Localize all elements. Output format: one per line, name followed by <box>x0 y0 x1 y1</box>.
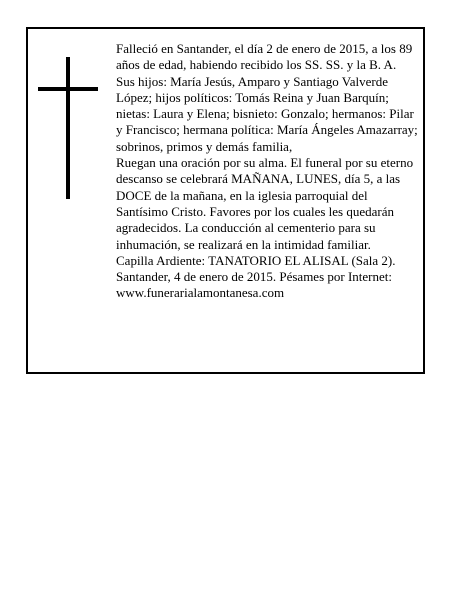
notice-text <box>116 41 422 302</box>
funeral-details: Ruegan una oración por su alma. El funeral por su eterno descanso se celebrará MAÑANA, LUNES, día 5, a las DOCE de la mañana, en la iglesia parroquial del Santísimo Cristo. Favores por los cuales les quedarán agradecidos. La conducción al cementerio para su inhumación, se realizará en la intimidad familiar. <box>116 155 414 252</box>
cross-vertical-bar <box>66 57 70 199</box>
cross-icon <box>38 57 98 199</box>
date-and-website: Santander, 4 de enero de 2015. Pésames por Internet: www.funerarialamontanesa.com <box>116 269 393 301</box>
family-list: Sus hijos: María Jesús, Amparo y Santiago Valverde López; hijos políticos: Tomás Reina y Juan Barquín; nietas: Laura y Elena; bisnieto: Gonzalo; hermanos: Pilar y Francisco; hermana política: María Ángeles Amazarray; sobrinos, primos y demás familia, <box>116 73 418 154</box>
obituary-notice <box>26 27 425 374</box>
chapel-info: Capilla Ardiente: TANATORIO EL ALISAL (Sala 2). <box>116 252 396 268</box>
cross-horizontal-bar <box>38 87 98 91</box>
death-announcement: Falleció en Santander, el día 2 de enero de 2015, a los 89 años de edad, habiendo recibido los SS. SS. y la B. A. <box>116 41 413 73</box>
